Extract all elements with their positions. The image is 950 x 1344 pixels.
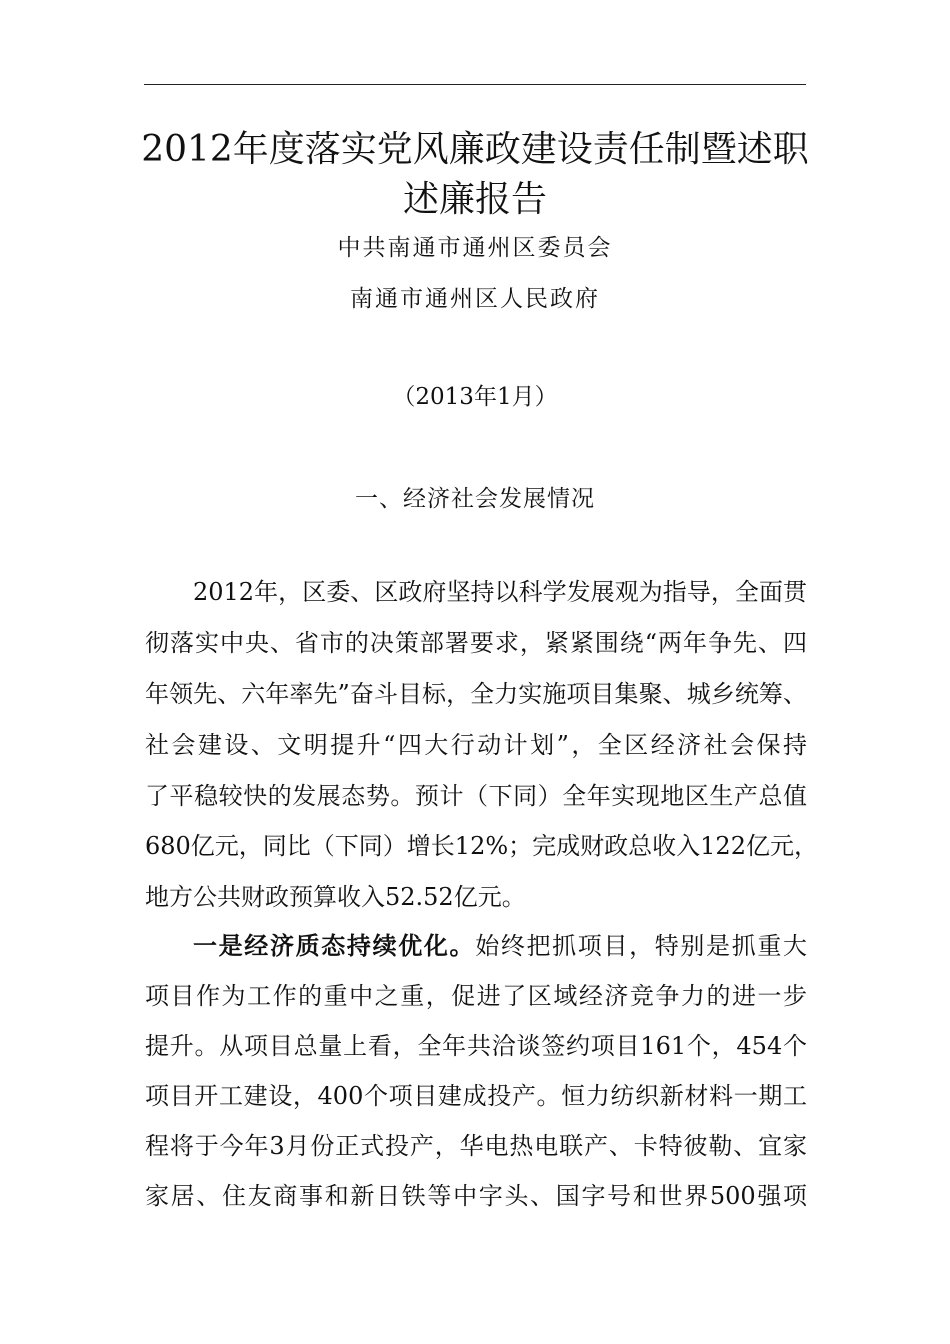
organization-government: 南通市通州区人民政府 xyxy=(350,286,600,312)
paragraph-1-line-4: 社会建设、文明提升“四大行动计划”，全区经济社会保持 xyxy=(145,731,807,759)
paragraph-1-line-6: 680亿元，同比（下同）增长12%；完成财政总收入122亿元， xyxy=(145,832,818,860)
section-heading: 一、经济社会发展情况 xyxy=(355,486,595,512)
paragraph-2-first-line-rest: 始终把抓项目，特别是抓重大 xyxy=(475,932,808,960)
organization-party-committee: 中共南通市通州区委员会 xyxy=(337,235,613,261)
document-title-line-2: 述廉报告 xyxy=(402,179,547,220)
paragraph-2-bold-lead: 一是经济质态持续优化。 xyxy=(193,931,476,960)
paragraph-2-line-4: 项目开工建设，400个项目建成投产。恒力纺织新材料一期工 xyxy=(145,1082,807,1110)
paragraph-2-line-3: 提升。从项目总量上看，全年共洽谈签约项目161个，454个 xyxy=(145,1032,807,1060)
paragraph-1-line-3: 年领先、六年率先”奋斗目标，全力实施项目集聚、城乡统筹、 xyxy=(145,680,807,708)
document-date: （2013年1月） xyxy=(392,384,558,410)
paragraph-2-line-1 xyxy=(193,930,807,962)
header-rule xyxy=(144,84,806,85)
document-title-line-1: 2012年度落实党风廉政建设责任制暨述职 xyxy=(141,129,809,170)
paragraph-1-line-1: 2012年，区委、区政府坚持以科学发展观为指导，全面贯 xyxy=(193,578,807,606)
paragraph-1-line-7: 地方公共财政预算收入52.52亿元。 xyxy=(145,883,526,911)
paragraph-1-line-2: 彻落实中央、省市的决策部署要求，紧紧围绕“两年争先、四 xyxy=(145,629,807,657)
paragraph-2-line-2: 项目作为工作的重中之重，促进了区域经济竞争力的进一步 xyxy=(145,982,807,1010)
paragraph-1-line-5: 了平稳较快的发展态势。预计（下同）全年实现地区生产总值 xyxy=(145,782,807,810)
paragraph-2-line-5: 程将于今年3月份正式投产，华电热电联产、卡特彼勒、宜家 xyxy=(145,1132,807,1160)
paragraph-2-line-6: 家居、住友商事和新日铁等中字头、国字号和世界500强项 xyxy=(145,1182,807,1210)
